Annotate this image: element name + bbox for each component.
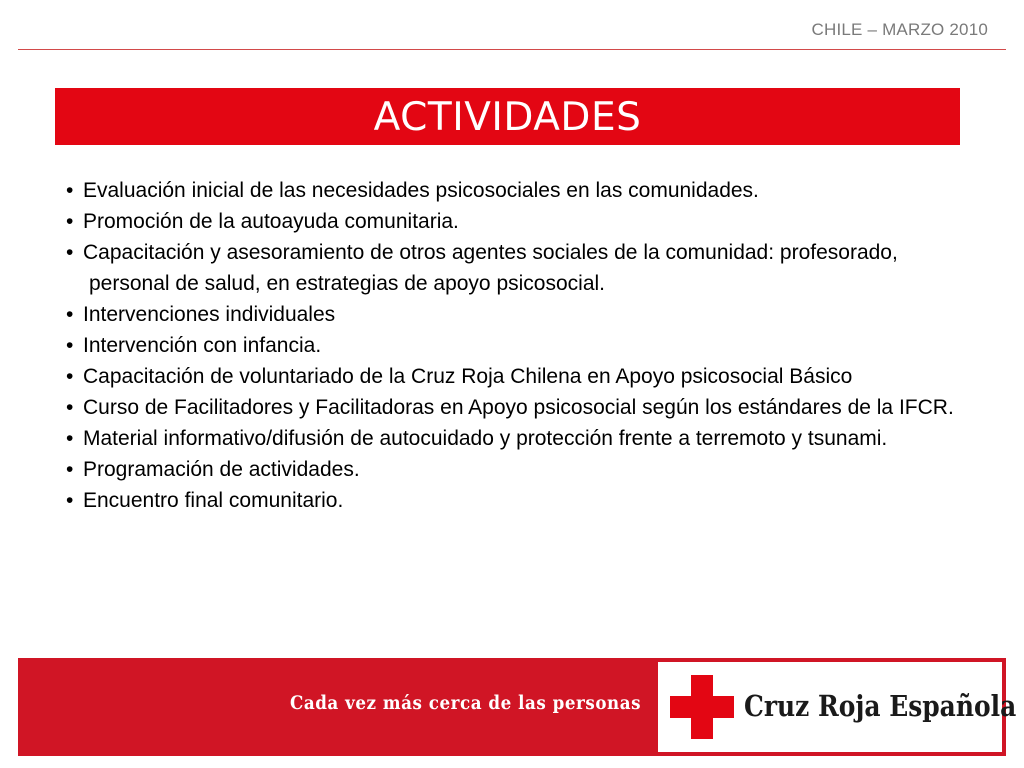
- footer-banner: [18, 658, 1017, 756]
- red-cross-icon: [670, 675, 734, 739]
- bullet: •: [66, 179, 74, 202]
- list-item-text: Intervenciones individuales: [83, 303, 336, 326]
- bullet: •: [66, 489, 74, 512]
- list-item-text: Capacitación y asesoramiento de otros agentes sociales de la comunidad: profesorado, personal de salud, en estrategias de apoyo psicosocial.: [83, 241, 898, 295]
- header-label: CHILE – MARZO 2010: [811, 20, 988, 39]
- bullet: •: [66, 334, 74, 357]
- list-item: [66, 361, 966, 392]
- list-item-text: Promoción de la autoayuda comunitaria.: [83, 210, 459, 233]
- bullet: •: [66, 427, 74, 450]
- title-banner: [55, 88, 960, 145]
- activities-list: [66, 175, 966, 516]
- list-item: [66, 454, 966, 485]
- list-item: [66, 485, 966, 516]
- logo-text: Cruz Roja Española: [744, 689, 1017, 723]
- bullet: •: [66, 303, 74, 326]
- list-item: [66, 392, 966, 423]
- list-item: [66, 299, 966, 330]
- bullet: •: [66, 458, 74, 481]
- slide-title: ACTIVIDADES: [373, 95, 642, 140]
- cruz-roja-logo: [658, 662, 1017, 752]
- list-item-text: Encuentro final comunitario.: [83, 489, 344, 512]
- header-divider: [18, 49, 1006, 50]
- list-item-text: Curso de Facilitadores y Facilitadoras en Apoyo psicosocial según los estándares de la IFCR.: [83, 396, 954, 419]
- footer-slogan: Cada vez más cerca de las personas: [290, 692, 642, 714]
- bullet: •: [66, 365, 74, 388]
- list-item: [66, 423, 966, 454]
- list-item-text: Evaluación inicial de las necesidades psicosociales en las comunidades.: [83, 179, 759, 202]
- list-item-text: Programación de actividades.: [83, 458, 360, 481]
- list-item-text: Intervención con infancia.: [83, 334, 322, 357]
- bullet: •: [66, 396, 74, 419]
- list-item: [66, 206, 966, 237]
- list-item: [66, 237, 966, 299]
- list-item-text: Capacitación de voluntariado de la Cruz Roja Chilena en Apoyo psicosocial Básico: [83, 365, 853, 388]
- bullet: •: [66, 241, 74, 264]
- list-item: [66, 175, 966, 206]
- bullet: •: [66, 210, 74, 233]
- list-item: [66, 330, 966, 361]
- list-item-text: Material informativo/difusión de autocuidado y protección frente a terremoto y tsunami.: [83, 427, 888, 450]
